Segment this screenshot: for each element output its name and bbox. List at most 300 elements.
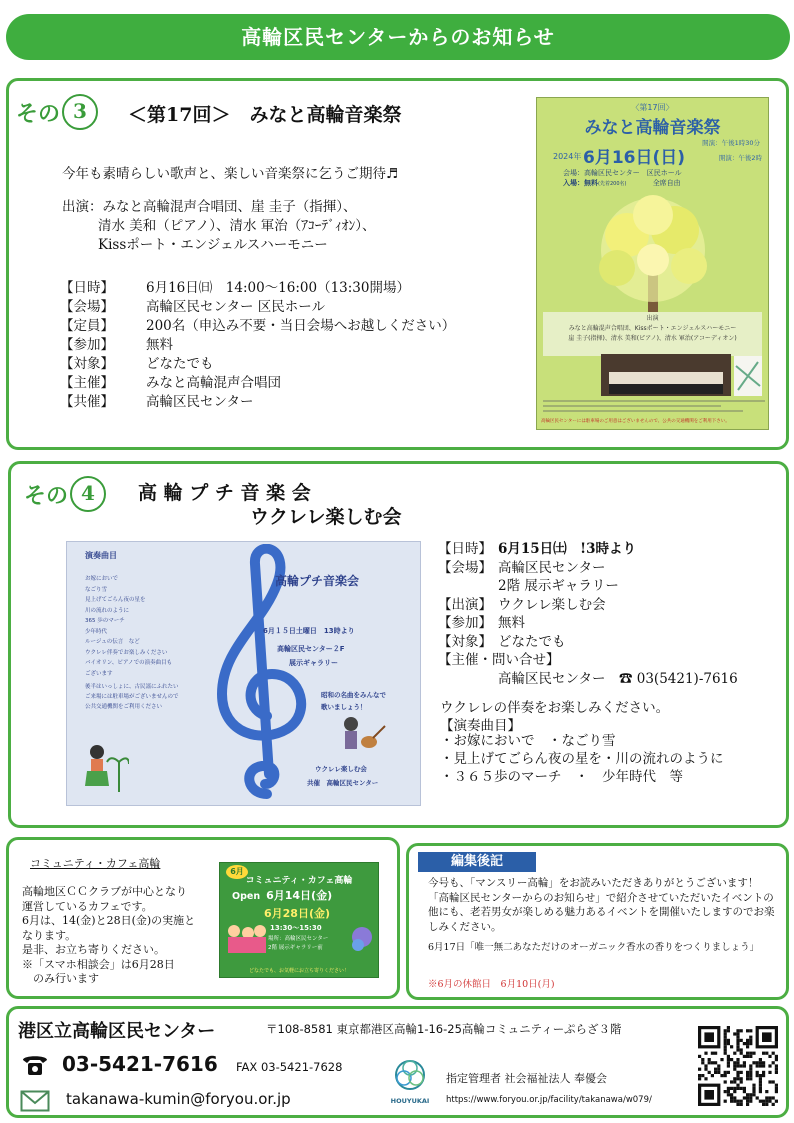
qr-module xyxy=(759,1087,762,1090)
qr-module xyxy=(701,1058,704,1061)
qr-module xyxy=(752,1090,755,1093)
cafe-poster-time: 13:30～15:30 xyxy=(270,924,322,932)
qr-module xyxy=(762,1071,765,1074)
detail-value: ウクレレ楽しむ会 xyxy=(498,596,606,613)
qr-module xyxy=(743,1096,746,1099)
qr-module xyxy=(724,1036,727,1039)
detail-key: 【参加】 xyxy=(60,337,114,353)
poster-start-time: 開演：午後2時 xyxy=(718,154,762,162)
qr-module xyxy=(704,1052,707,1055)
detail-value: 2階 展示ギャラリー xyxy=(498,578,619,594)
qr-module xyxy=(775,1055,778,1058)
qr-module xyxy=(733,1096,736,1099)
detail-row xyxy=(60,314,455,334)
qr-module xyxy=(749,1100,752,1103)
cafe-poster-title: コミュニティ・カフェ高輪 xyxy=(245,876,353,886)
qr-module xyxy=(759,1090,762,1093)
poster-venue-1: 高輪区民センター２F xyxy=(277,645,345,653)
detail-key: 【参加】 xyxy=(438,615,492,631)
cafe-poster-foot: どなたでも、お気軽にお立ち寄りください！ xyxy=(248,968,349,974)
qr-module xyxy=(749,1093,752,1096)
section-3-intro: 今年も素晴らしい歌声と、楽しい音楽祭に乞うご期待♬ xyxy=(62,166,399,182)
qr-module xyxy=(698,1068,701,1071)
qr-module xyxy=(746,1100,749,1103)
section-4-title-2: ウクレレ楽しむ会 xyxy=(250,506,402,528)
qr-finder xyxy=(762,1032,772,1042)
qr-module xyxy=(749,1064,752,1067)
qr-module xyxy=(727,1039,730,1042)
poster-title: 高輪プチ音楽会 xyxy=(275,574,360,588)
qr-module xyxy=(727,1071,730,1074)
qr-module xyxy=(717,1064,720,1067)
detail-value: 200名（申込み不要・当日会場へお越しください） xyxy=(146,318,456,334)
qr-module xyxy=(724,1080,727,1083)
qr-module xyxy=(746,1042,749,1045)
cafe-description xyxy=(22,885,195,987)
detail-value: 高輪区民センター xyxy=(146,394,254,410)
section-3-badge xyxy=(16,94,98,130)
detail-row xyxy=(438,537,636,557)
qr-module xyxy=(733,1087,736,1090)
poster-song: なごり雪 xyxy=(85,586,108,593)
qr-module xyxy=(762,1064,765,1067)
poster-small-print xyxy=(543,398,765,418)
qr-module xyxy=(772,1061,775,1064)
poster-entry-row xyxy=(563,178,681,188)
cafe-line: 運営しているカフェです。 xyxy=(22,899,153,913)
qr-module xyxy=(765,1103,768,1106)
qr-module xyxy=(714,1061,717,1064)
poster-bottom-note: 高輪区民センターには駐車場のご用意はございませんので、公共の交通機関をご利用下さい。 xyxy=(541,419,730,424)
detail-key: 【日時】 xyxy=(438,541,492,557)
poster-list-title: 演奏曲目 xyxy=(85,551,117,560)
poster-seating: 全席自由 xyxy=(652,179,681,187)
qr-module xyxy=(727,1042,730,1045)
qr-module xyxy=(724,1045,727,1048)
qr-module xyxy=(727,1026,730,1029)
detail-row xyxy=(438,611,525,631)
qr-module xyxy=(714,1068,717,1071)
hydrangea-icon xyxy=(348,925,376,955)
poster-note-line: 公共交通機関をご利用ください xyxy=(85,704,163,710)
detail-value: どなたでも xyxy=(146,356,214,372)
qr-module xyxy=(743,1042,746,1045)
petit-concert-poster xyxy=(66,541,421,806)
qr-module xyxy=(740,1029,743,1032)
qr-module xyxy=(711,1061,714,1064)
qr-module xyxy=(736,1087,739,1090)
qr-module xyxy=(698,1055,701,1058)
qr-module xyxy=(704,1064,707,1067)
poster-cast-label: 出演 xyxy=(646,315,659,322)
cafe-line: ※「スマホ相談会」は6月28日 xyxy=(22,957,175,971)
qr-module xyxy=(756,1074,759,1077)
qr-module xyxy=(759,1100,762,1103)
qr-module xyxy=(746,1029,749,1032)
website-url[interactable]: https://www.foryou.or.jp/facility/takanawa/w079/ xyxy=(446,1095,652,1105)
detail-value: 高輪区民センター xyxy=(498,559,606,576)
qr-module xyxy=(772,1096,775,1099)
qr-module xyxy=(727,1090,730,1093)
songs-list xyxy=(440,732,724,786)
closed-day-notice: ※6月の休館日 6月10日(月) xyxy=(428,979,555,990)
qr-module xyxy=(740,1064,743,1067)
cafe-poster-open: Open xyxy=(232,891,261,902)
performers-line: 出演：みなと高輪混声合唱団、崖 圭子（指揮）、 xyxy=(62,199,357,215)
qr-module xyxy=(724,1032,727,1035)
qr-module xyxy=(736,1045,739,1048)
poster-org-2: 共催 高輪区民センター xyxy=(307,779,379,787)
poster-venue-2: 展示ギャラリー xyxy=(289,659,338,667)
qr-module xyxy=(714,1071,717,1074)
song-line: ・３６５歩のマーチ ・ 少年時代 等 xyxy=(440,769,683,785)
qr-module xyxy=(724,1048,727,1051)
qr-module xyxy=(704,1077,707,1080)
qr-module xyxy=(724,1039,727,1042)
houyukai-logo-icon xyxy=(390,1055,430,1095)
email-address[interactable]: takanawa-kumin@foryou.or.jp xyxy=(66,1090,291,1108)
qr-module xyxy=(708,1071,711,1074)
qr-module xyxy=(701,1061,704,1064)
qr-module xyxy=(759,1077,762,1080)
qr-module xyxy=(759,1080,762,1083)
qr-module xyxy=(749,1071,752,1074)
qr-module xyxy=(717,1068,720,1071)
logo-text: HOUYUKAI xyxy=(390,1097,430,1105)
detail-row xyxy=(60,352,214,372)
qr-module xyxy=(727,1029,730,1032)
qr-module xyxy=(736,1032,739,1035)
qr-module xyxy=(698,1074,701,1077)
qr-module xyxy=(743,1090,746,1093)
detail-row xyxy=(438,648,560,668)
qr-module xyxy=(711,1052,714,1055)
poster-venue: 会場：高輪区民センター 区民ホール xyxy=(563,169,682,177)
detail-key: 【会場】 xyxy=(60,299,114,315)
qr-module xyxy=(727,1093,730,1096)
qr-module xyxy=(736,1042,739,1045)
qr-module xyxy=(746,1045,749,1048)
section-4-title-1: 高 輪 プ チ 音 楽 会 xyxy=(138,482,311,504)
qr-module xyxy=(727,1087,730,1090)
page-title: 高輪区民センターからのお知らせ xyxy=(241,25,555,49)
cafe-poster-date-2: 6月28日(金) xyxy=(264,907,331,920)
poster-date: 6月16日(日) xyxy=(583,148,686,168)
poster-song: 少年時代 xyxy=(85,628,108,635)
qr-module xyxy=(775,1084,778,1087)
qr-module xyxy=(772,1052,775,1055)
qr-module xyxy=(749,1074,752,1077)
badge-word: その xyxy=(24,482,69,509)
qr-module xyxy=(765,1090,768,1093)
qr-module xyxy=(756,1096,759,1099)
editor-label-text: 編集後記 xyxy=(450,854,503,869)
qr-module xyxy=(752,1084,755,1087)
poster-invite-2: 歌いましょう！ xyxy=(321,703,367,711)
qr-module xyxy=(775,1087,778,1090)
detail-value: 6月15日㈯ !3時より xyxy=(498,541,636,557)
song-line: ・見上げてごらん夜の星を・川の流れのように xyxy=(440,751,724,767)
qr-module xyxy=(736,1103,739,1106)
detail-key: 【共催】 xyxy=(60,394,114,410)
qr-module xyxy=(730,1058,733,1061)
editor-text: 今号も、「マンスリー高輪」をお読みいただきありがとうございます！「高輪区民センターからのお知らせ」で紹介させていただいたイベントの他にも、老若男女が楽しめる魅力あるイベントを開催いたしますのでお楽しみください。 xyxy=(428,877,775,933)
detail-value: 高輪区民センター ☎ 03(5421)-7616 xyxy=(498,670,738,687)
qr-module xyxy=(752,1093,755,1096)
center-name: 港区立高輪区民センター xyxy=(18,1021,216,1042)
poster-cast-box xyxy=(543,312,762,356)
choir-photo xyxy=(601,354,731,396)
qr-module xyxy=(768,1055,771,1058)
qr-module xyxy=(743,1061,746,1064)
qr-module xyxy=(733,1100,736,1103)
poster-song: 川の流れのように xyxy=(85,607,130,614)
qr-module xyxy=(762,1103,765,1106)
qr-module xyxy=(762,1061,765,1064)
qr-module xyxy=(730,1093,733,1096)
qr-module xyxy=(733,1080,736,1083)
qr-module xyxy=(720,1074,723,1077)
qr-module xyxy=(746,1074,749,1077)
qr-module xyxy=(775,1058,778,1061)
detail-value: 6月16日㈰ 14:00～16:00（13:30開場） xyxy=(146,280,410,296)
qr-module xyxy=(759,1084,762,1087)
poster-song: ルージュの伝言 など xyxy=(85,639,140,645)
page-header xyxy=(6,14,790,60)
qr-module xyxy=(756,1064,759,1067)
qr-module xyxy=(772,1103,775,1106)
qr-module xyxy=(749,1029,752,1032)
qr-module xyxy=(736,1084,739,1087)
qr-module xyxy=(733,1061,736,1064)
qr-module xyxy=(765,1100,768,1103)
qr-module xyxy=(730,1087,733,1090)
qr-module xyxy=(768,1064,771,1067)
qr-module xyxy=(746,1077,749,1080)
hula-girl-icon xyxy=(79,742,129,796)
poster-edition: 〈第17回〉 xyxy=(631,103,674,112)
cafe-poster xyxy=(219,862,379,978)
qr-module xyxy=(775,1071,778,1074)
section-3-title: ＜第17回＞ みなと高輪音楽祭 xyxy=(128,104,402,126)
poster-org-1: ウクレレ楽しむ会 xyxy=(315,765,367,773)
performers-line: 清水 美和（ピアノ）、清水 軍治（ｱｺｰﾃﾞｨｵﾝ）、 xyxy=(98,218,376,234)
detail-key: 【日時】 xyxy=(60,280,114,296)
phone-icon xyxy=(20,1051,50,1077)
editor-label xyxy=(418,852,536,872)
detail-key: 【出演】 xyxy=(438,596,492,613)
qr-module xyxy=(740,1052,743,1055)
qr-module xyxy=(752,1087,755,1090)
music-festival-poster xyxy=(536,97,769,430)
qr-module xyxy=(727,1055,730,1058)
cafe-poster-badge: 6月 xyxy=(226,865,248,879)
qr-module xyxy=(759,1064,762,1067)
ukulele-player-icon xyxy=(337,714,387,758)
qr-module xyxy=(749,1036,752,1039)
detail-row xyxy=(60,390,253,410)
qr-module xyxy=(749,1077,752,1080)
qr-module xyxy=(733,1052,736,1055)
qr-module xyxy=(720,1058,723,1061)
qr-code-icon[interactable] xyxy=(698,1026,778,1106)
detail-value: どなたでも xyxy=(498,633,566,650)
qr-module xyxy=(724,1052,727,1055)
cafe-poster-place-1: 場所：高輪区民センター xyxy=(268,936,329,942)
qr-module xyxy=(746,1096,749,1099)
song-line: ・お嫁においで ・なごり雪 xyxy=(440,733,616,749)
qr-module xyxy=(711,1074,714,1077)
cafe-line: 是非、お立ち寄りください。 xyxy=(22,943,165,956)
qr-module xyxy=(727,1061,730,1064)
qr-module xyxy=(724,1029,727,1032)
poster-year: 2024年 xyxy=(553,152,582,161)
poster-cast-1: みなと高輪混声合唱団、Kissポート・エンジェルスハーモニー xyxy=(568,325,737,332)
qr-module xyxy=(743,1055,746,1058)
qr-module xyxy=(730,1096,733,1099)
qr-module xyxy=(736,1071,739,1074)
qr-module xyxy=(724,1071,727,1074)
qr-module xyxy=(727,1064,730,1067)
qr-module xyxy=(714,1052,717,1055)
detail-key: 【会場】 xyxy=(438,559,492,576)
qr-module xyxy=(768,1071,771,1074)
poster-song: お嫁においで xyxy=(85,576,119,582)
qr-module xyxy=(772,1080,775,1083)
detail-row xyxy=(60,371,281,391)
qr-module xyxy=(740,1087,743,1090)
cafe-line: のみ行います xyxy=(22,972,99,985)
qr-module xyxy=(724,1042,727,1045)
qr-module xyxy=(736,1074,739,1077)
detail-value: 無料 xyxy=(498,615,525,631)
detail-row xyxy=(438,574,619,594)
songs-label: 【演奏曲目】 xyxy=(440,718,521,734)
detail-row xyxy=(438,667,738,687)
qr-module xyxy=(768,1080,771,1083)
qr-module xyxy=(765,1052,768,1055)
cafe-poster-place-2: 2階 展示ギャラリー前 xyxy=(268,945,323,951)
mail-icon xyxy=(20,1090,50,1112)
qr-module xyxy=(733,1077,736,1080)
qr-module xyxy=(743,1064,746,1067)
poster-open-time: 開演：午後1時30分 xyxy=(702,139,760,147)
cafe-line: 高輪地区ＣＣクラブが中心となり xyxy=(22,885,187,898)
qr-module xyxy=(749,1096,752,1099)
detail-key: 【主催・問い合せ】 xyxy=(438,652,560,668)
qr-module xyxy=(749,1055,752,1058)
fax-number: FAX 03-5421-7628 xyxy=(236,1060,343,1074)
detail-key: 【定員】 xyxy=(60,318,114,334)
qr-module xyxy=(775,1068,778,1071)
poster-cast-2: 崖 圭子(指揮)、清水 美和(ピアノ)、清水 軍治(アコーディオン) xyxy=(568,335,737,342)
poster-note xyxy=(85,682,179,712)
detail-value: みなと高輪混声合唱団 xyxy=(146,375,281,391)
detail-key: 【主催】 xyxy=(60,375,114,391)
qr-module xyxy=(759,1074,762,1077)
badge-number: 3 xyxy=(62,94,98,130)
detail-key: 【対象】 xyxy=(60,356,114,372)
qr-module xyxy=(733,1064,736,1067)
qr-module xyxy=(717,1071,720,1074)
qr-module xyxy=(746,1055,749,1058)
qr-finder xyxy=(704,1090,714,1100)
qr-module xyxy=(762,1100,765,1103)
qr-module xyxy=(724,1100,727,1103)
qr-module xyxy=(701,1074,704,1077)
qr-module xyxy=(724,1090,727,1093)
qr-finder xyxy=(704,1032,714,1042)
qr-module xyxy=(733,1032,736,1035)
performers-line: Kissポート・エンジェルスハーモニー xyxy=(98,237,328,253)
qr-module xyxy=(746,1071,749,1074)
qr-module xyxy=(736,1039,739,1042)
poster-song: ウクレレ伴奏でお楽しみください xyxy=(85,649,168,656)
map-illustration xyxy=(734,356,762,396)
section-4-badge xyxy=(24,476,106,512)
qr-module xyxy=(736,1029,739,1032)
editor-note: 6月17日「唯一無二あなただけのオーガニック香水の香りをつくりましょう」 xyxy=(428,942,760,953)
qr-module xyxy=(762,1074,765,1077)
qr-module xyxy=(740,1071,743,1074)
qr-module xyxy=(749,1052,752,1055)
qr-module xyxy=(736,1100,739,1103)
poster-date: 6月１５日土曜日 13時より xyxy=(263,627,355,635)
qr-module xyxy=(736,1058,739,1061)
poster-entry: 入場：無料 xyxy=(563,179,598,187)
detail-row xyxy=(60,295,325,315)
cafe-poster-open-row xyxy=(232,887,332,903)
qr-module xyxy=(749,1042,752,1045)
poster-song: バイオリン、ピアノでの演奏曲目も xyxy=(85,660,173,666)
poster-entry-note: (先着200名) xyxy=(598,181,627,187)
qr-module xyxy=(759,1058,762,1061)
detail-row xyxy=(60,276,410,296)
section-3-performers xyxy=(62,198,376,255)
poster-song: 365 歩のマーチ xyxy=(85,618,125,624)
qr-module xyxy=(740,1103,743,1106)
qr-module xyxy=(698,1077,701,1080)
phone-number[interactable]: 03-5421-7616 xyxy=(62,1052,218,1076)
qr-module xyxy=(775,1100,778,1103)
qr-module xyxy=(727,1058,730,1061)
badge-number: 4 xyxy=(70,476,106,512)
qr-module xyxy=(746,1052,749,1055)
qr-module xyxy=(730,1045,733,1048)
detail-key: 【対象】 xyxy=(438,633,492,650)
poster-song: ございます xyxy=(85,670,113,677)
qr-module xyxy=(752,1052,755,1055)
qr-module xyxy=(762,1052,765,1055)
poster-note-line: 後半はいっしょに、古民謡にふれたい xyxy=(85,684,179,690)
cafe-poster-date-1: 6月14日(金) xyxy=(266,889,333,902)
cafe-line: 6月は、14(金)と28日(金)の実施と xyxy=(22,914,196,927)
poster-note-line: ご来場には駐車場がございませんので xyxy=(85,694,179,700)
qr-module xyxy=(756,1061,759,1064)
cafe-title: コミュニティ・カフェ高輪 xyxy=(30,857,161,870)
center-address: 〒108-8581 東京都港区高輪1-16-25高輪コミュニティーぷらざ３階 xyxy=(266,1022,622,1036)
qr-module xyxy=(740,1048,743,1051)
qr-module xyxy=(730,1080,733,1083)
qr-module xyxy=(733,1090,736,1093)
poster-song-list xyxy=(85,574,172,679)
qr-module xyxy=(708,1061,711,1064)
detail-value: 高輪区民センター 区民ホール xyxy=(146,299,325,315)
qr-module xyxy=(746,1039,749,1042)
qr-module xyxy=(743,1087,746,1090)
detail-row xyxy=(438,593,606,613)
qr-module xyxy=(724,1074,727,1077)
